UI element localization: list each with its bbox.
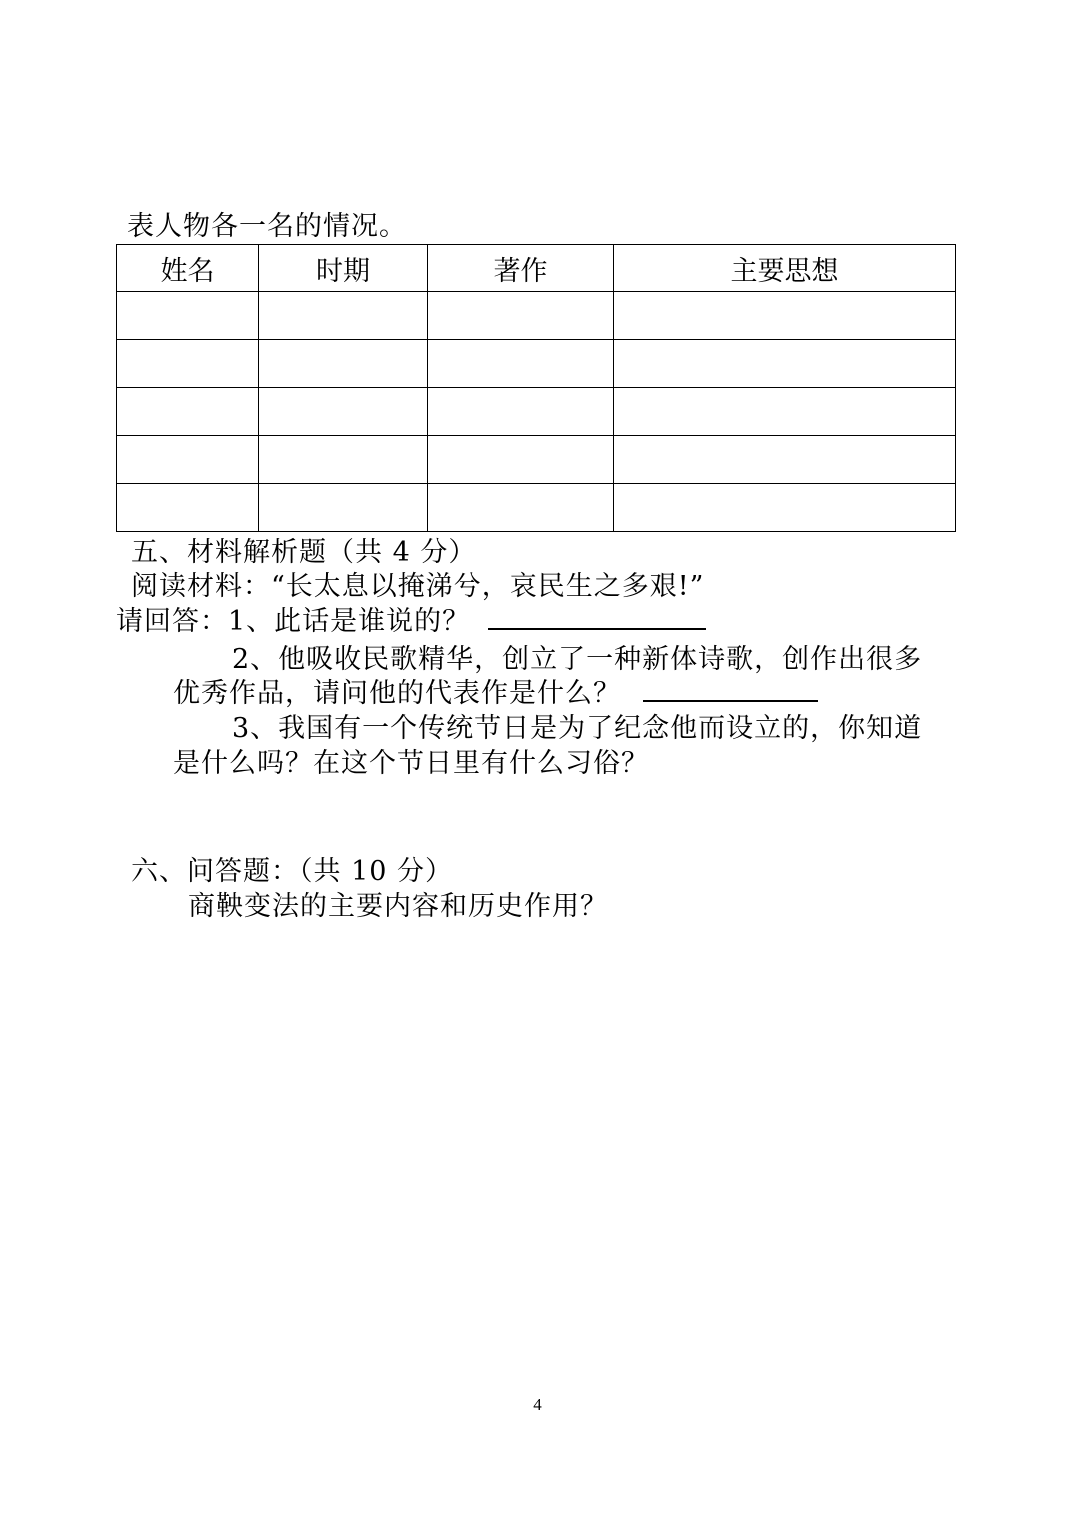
table-row xyxy=(117,340,956,388)
table-cell[interactable] xyxy=(428,484,614,532)
table-cell[interactable] xyxy=(428,436,614,484)
table-header-row xyxy=(117,245,956,292)
table-cell[interactable] xyxy=(614,484,956,532)
table-cell[interactable] xyxy=(259,340,428,388)
q2-answer-blank[interactable] xyxy=(643,700,818,702)
figures-table xyxy=(116,244,956,532)
table-row xyxy=(117,484,956,532)
table-cell[interactable] xyxy=(259,388,428,436)
header-main-thought: 主要思想 xyxy=(614,245,956,292)
table-row xyxy=(117,292,956,340)
intro-line: 表人物各一名的情况。 xyxy=(127,211,407,242)
section5-q2-line2 xyxy=(173,677,818,711)
table-row xyxy=(117,436,956,484)
table-cell[interactable] xyxy=(259,484,428,532)
section5-q3-line1: 3、我国有一个传统节日是为了纪念他而设立的，你知道 xyxy=(232,713,923,744)
header-period: 时期 xyxy=(259,245,428,292)
table-cell[interactable] xyxy=(614,436,956,484)
table-cell[interactable] xyxy=(117,388,259,436)
q1-answer-blank[interactable] xyxy=(488,628,706,630)
table-cell[interactable] xyxy=(428,388,614,436)
section5-q3-line2: 是什么吗？在这个节日里有什么习俗？ xyxy=(173,748,649,779)
table-row xyxy=(117,388,956,436)
section6-title: 六、问答题：（共 10 分） xyxy=(131,856,454,887)
section5-title: 五、材料解析题（共 4 分） xyxy=(131,537,477,568)
section5-q1 xyxy=(116,605,706,639)
table-cell[interactable] xyxy=(614,292,956,340)
page-number: 4 xyxy=(533,1395,542,1414)
table-cell[interactable] xyxy=(259,292,428,340)
q2-text: 优秀作品，请问他的代表作是什么？ xyxy=(173,678,621,709)
header-name: 姓名 xyxy=(117,245,259,292)
header-works: 著作 xyxy=(428,245,614,292)
table-cell[interactable] xyxy=(259,436,428,484)
section5-material: 阅读材料：“长太息以掩涕兮，哀民生之多艰!” xyxy=(131,571,705,602)
table-cell[interactable] xyxy=(117,484,259,532)
table-cell[interactable] xyxy=(117,340,259,388)
table-cell[interactable] xyxy=(614,340,956,388)
section6-question: 商鞅变法的主要内容和历史作用？ xyxy=(188,891,608,922)
q1-text: 请回答：1、此话是谁说的？ xyxy=(116,606,471,637)
table-cell[interactable] xyxy=(117,292,259,340)
table-cell[interactable] xyxy=(428,340,614,388)
table-cell[interactable] xyxy=(614,388,956,436)
section5-q2-line1: 2、他吸收民歌精华，创立了一种新体诗歌，创作出很多 xyxy=(232,644,923,675)
table-cell[interactable] xyxy=(117,436,259,484)
table-cell[interactable] xyxy=(428,292,614,340)
